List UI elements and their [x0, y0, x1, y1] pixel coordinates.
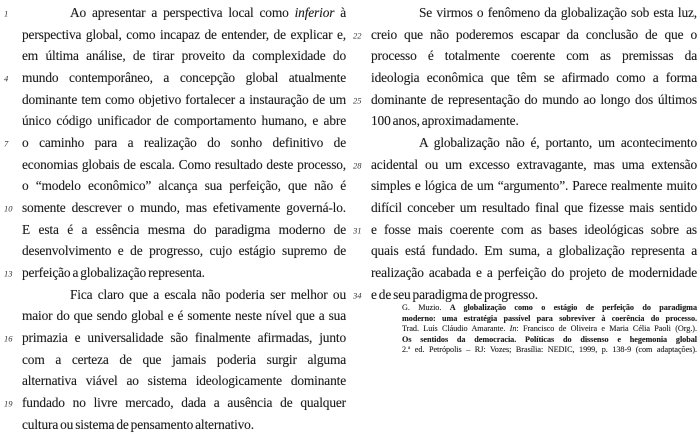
line-text: [22, 154, 349, 176]
text-segment: mundo contemporâneo, a concepção global atualmente: [22, 70, 346, 86]
italic-text: inferior: [294, 5, 335, 20]
line-number: [0, 90, 22, 112]
bold-text: moderno: uma estratégia passível para sobreviver à coerência do processo.: [402, 313, 697, 323]
line-number: 16: [4, 333, 13, 344]
text-segment: 2.ª ed. Petrópolis – RJ: Vozes; Brasília: NEDIC, 1999, p. 138-9 (com adaptações).: [402, 345, 697, 354]
line-text: [22, 67, 349, 89]
line-number: [349, 177, 371, 199]
text-line: [0, 110, 349, 132]
line-text: [22, 110, 349, 132]
line-number: [0, 220, 22, 242]
text-line: [0, 219, 349, 241]
line-number: 28: [353, 160, 362, 171]
line-number: 22: [353, 30, 362, 41]
line-text: [371, 45, 700, 67]
line-number: [0, 155, 22, 177]
text-segment: perfeição a globalização representa.: [22, 265, 205, 281]
text-line: [349, 262, 700, 284]
text-line: [0, 305, 349, 327]
text-segment: acidental ou um excesso extravagante, mas uma extensão: [371, 156, 697, 172]
text-segment: E esta é a essência mesma do paradigma moderno de: [22, 221, 346, 237]
line-text: [22, 327, 349, 349]
citation-line: [402, 303, 697, 314]
text-segment: dominante tem como objetivo fortalecer a instauração de um: [22, 91, 346, 107]
text-line: [349, 24, 700, 46]
text-line: [0, 370, 349, 392]
text-line: [349, 219, 700, 241]
line-text: [22, 370, 349, 392]
text-segment: e fosse mais coerente com as bases ideológicas sobre as: [371, 221, 697, 237]
line-number: [0, 25, 22, 47]
line-text: [371, 132, 700, 154]
line-text: [22, 132, 349, 154]
line-number: [0, 350, 22, 372]
line-number: [349, 112, 371, 134]
line-text: [371, 2, 700, 24]
line-text: [22, 219, 349, 241]
line-text: [22, 284, 349, 306]
text-segment: fundado no livre mercado, dada a ausência de qualquer: [22, 395, 346, 411]
line-number: [349, 134, 371, 156]
line-text: [22, 305, 349, 327]
line-number: [0, 307, 22, 329]
line-number: [349, 4, 371, 26]
line-text: [371, 110, 700, 132]
text-segment: à: [334, 5, 346, 20]
text-segment: dominante de representação do mundo ao longo dos últimos: [371, 91, 697, 107]
text-line: [0, 89, 349, 111]
citation-line: [402, 335, 697, 346]
text-segment: ideologia econômica que têm se afirmado como a forma: [371, 70, 697, 86]
line-text: [22, 45, 349, 67]
text-segment: : Francisco de Oliveira e Maria Célia Paoli (Org.).: [516, 324, 697, 333]
text-segment: maior do que sendo global e é somente neste nível que a sua: [22, 308, 346, 324]
text-line: [0, 2, 349, 24]
text-line: [349, 240, 700, 262]
line-number: [349, 69, 371, 91]
text-segment: economias globais de escala. Como resultado deste processo,: [22, 156, 346, 172]
bold-text: A globalização como o estágio de perfeição do paradigma: [449, 303, 697, 312]
line-number: [349, 242, 371, 264]
text-segment: difícil conceber um resultado final que fizesse mais sentido: [371, 200, 697, 216]
text-segment: primazia e universalidade são finalmente afirmadas, junto: [22, 330, 346, 346]
italic-text: In: [509, 324, 517, 333]
text-line: [0, 24, 349, 46]
text-line: [0, 132, 349, 154]
line-number: [349, 47, 371, 69]
line-text: [371, 175, 700, 197]
text-line: [0, 67, 349, 89]
line-text: [371, 197, 700, 219]
line-text: [371, 240, 700, 262]
text-segment: desenvolvimento e de progresso, cujo estágio supremo de: [22, 243, 346, 259]
text-line: [349, 197, 700, 219]
text-line: [0, 392, 349, 414]
text-line: [0, 414, 349, 436]
line-text: [22, 240, 349, 262]
text-segment: quais está fundado. Em suma, a globalização representa a: [371, 243, 697, 259]
line-text: [371, 154, 700, 176]
line-number: 25: [353, 95, 362, 106]
line-number: 1: [4, 8, 9, 19]
line-text: [22, 262, 349, 284]
line-number: [0, 177, 22, 199]
line-number: 19: [4, 398, 13, 409]
text-segment: único código unificador de comportamento humano, e abre: [22, 113, 346, 129]
line-text: [22, 24, 349, 46]
text-column-left: [0, 2, 349, 435]
text-line: [349, 45, 700, 67]
text-line: [349, 154, 700, 176]
text-segment: cultura ou sistema de pensamento alternativo.: [22, 416, 254, 432]
text-segment: Se virmos o fenômeno da globalização sob esta luz,: [419, 5, 697, 20]
line-number: [0, 415, 22, 437]
text-segment: Ao apresentar a perspectiva local como: [70, 5, 295, 20]
text-line: [0, 175, 349, 197]
text-line: [0, 327, 349, 349]
line-number: [0, 47, 22, 69]
citation-line: [402, 345, 697, 356]
text-line: [349, 132, 700, 154]
text-segment: simples e lógica de um “argumento”. Parece realmente muito: [371, 178, 697, 194]
line-text: [22, 89, 349, 111]
text-line: [349, 175, 700, 197]
line-text: [22, 392, 349, 414]
text-segment: Trad. Luís Cláudio Amarante.: [402, 324, 510, 333]
text-column-right: [349, 2, 700, 305]
text-line: [349, 67, 700, 89]
text-line: [349, 2, 700, 24]
text-segment: A globalização não é, portanto, um acontecimento: [419, 135, 697, 151]
text-line: [0, 349, 349, 371]
text-line: [0, 240, 349, 262]
line-number: 4: [4, 73, 9, 84]
text-segment: perspectiva global, como incapaz de entender, de explicar e,: [22, 26, 346, 42]
line-text: [22, 2, 349, 24]
line-text: [22, 414, 349, 436]
text-segment: realização acabada e a perfeição do projeto de modernidade: [371, 265, 697, 281]
line-text: [371, 89, 700, 111]
line-text: [371, 67, 700, 89]
line-text: [22, 349, 349, 371]
text-line: [0, 284, 349, 306]
text-segment: em última análise, de tirar proveito da complexidade do: [22, 48, 346, 64]
text-segment: e de seu paradigma de progresso.: [371, 286, 538, 302]
text-segment: 100 anos, aproximadamente.: [371, 113, 519, 129]
line-number: [0, 372, 22, 394]
text-segment: creio que não poderemos escapar da conclusão de que o: [371, 26, 697, 42]
line-text: [371, 262, 700, 284]
bold-text: Os sentidos da democracia. Políticas do dissenso e hegemonia global: [402, 334, 697, 344]
line-number: [0, 112, 22, 134]
text-segment: somente descrever o mundo, mas efetivamente governá-lo.: [22, 200, 346, 216]
citation-line: [402, 314, 697, 325]
line-text: [371, 24, 700, 46]
citation-block: [402, 303, 697, 356]
line-number: [349, 264, 371, 286]
line-number: 10: [4, 203, 13, 214]
line-number: 34: [353, 290, 362, 301]
text-line: [349, 89, 700, 111]
text-line: [0, 197, 349, 219]
line-number: [349, 199, 371, 221]
line-number: 7: [4, 138, 9, 149]
text-segment: com a certeza de que jamais poderia surgir alguma: [22, 351, 346, 367]
text-line: [349, 110, 700, 132]
line-text: [22, 175, 349, 197]
text-segment: processo é totalmente coerente com as premissas da: [371, 48, 697, 64]
citation-line: [402, 324, 697, 335]
text-line: [0, 154, 349, 176]
line-number: 13: [4, 268, 13, 279]
text-line: [0, 262, 349, 284]
text-segment: alternativa viável ao sistema ideologicamente dominante: [22, 373, 346, 389]
text-segment: o “modelo econômico” alcança sua perfeição, que não é: [22, 178, 346, 194]
text-segment: Fica claro que a escala não poderia ser melhor ou: [70, 286, 346, 302]
line-text: [22, 197, 349, 219]
text-segment: o caminho para a realização do sonho definitivo de: [22, 135, 346, 151]
line-number: 31: [353, 225, 362, 236]
line-number: [0, 242, 22, 264]
text-segment: G. Muzio.: [402, 303, 450, 312]
line-text: [371, 219, 700, 241]
text-line: [0, 45, 349, 67]
line-number: [0, 285, 22, 307]
